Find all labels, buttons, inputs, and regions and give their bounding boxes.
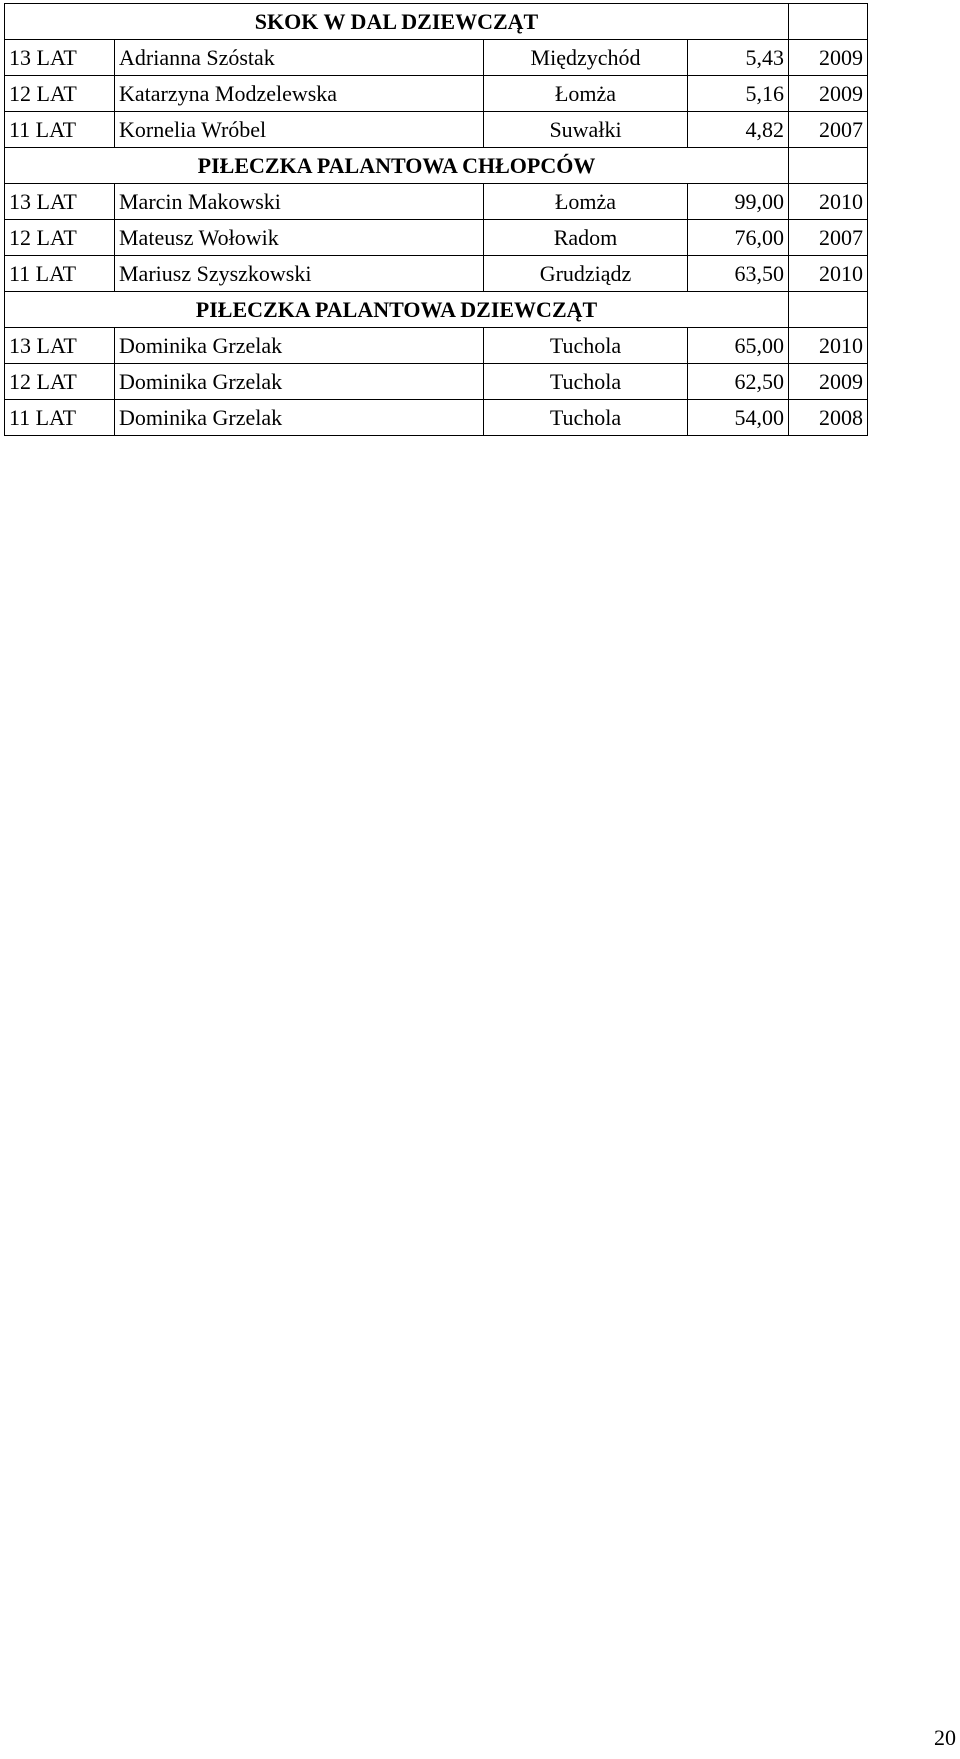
athlete-name: Dominika Grzelak: [115, 400, 484, 436]
city: Grudziądz: [484, 256, 688, 292]
age-category: 11 LAT: [5, 256, 115, 292]
table-row: [5, 112, 868, 148]
age-category: 13 LAT: [5, 184, 115, 220]
result: 99,00: [688, 184, 789, 220]
age-category: 12 LAT: [5, 364, 115, 400]
table-row: [5, 256, 868, 292]
year: 2009: [789, 40, 868, 76]
table-row: [5, 328, 868, 364]
section-header-row: [5, 292, 868, 328]
result: 5,16: [688, 76, 789, 112]
records-table: [4, 3, 868, 436]
page-number: 20: [934, 1725, 956, 1750]
result: 4,82: [688, 112, 789, 148]
age-category: 12 LAT: [5, 76, 115, 112]
year: 2007: [789, 112, 868, 148]
city: Tuchola: [484, 400, 688, 436]
age-category: 13 LAT: [5, 328, 115, 364]
year: 2010: [789, 256, 868, 292]
age-category: 11 LAT: [5, 112, 115, 148]
result: 63,50: [688, 256, 789, 292]
result: 54,00: [688, 400, 789, 436]
athlete-name: Mariusz Szyszkowski: [115, 256, 484, 292]
athlete-name: Kornelia Wróbel: [115, 112, 484, 148]
athlete-name: Dominika Grzelak: [115, 364, 484, 400]
table-row: [5, 76, 868, 112]
section-title: SKOK W DAL DZIEWCZĄT: [5, 4, 789, 40]
city: Suwałki: [484, 112, 688, 148]
result: 62,50: [688, 364, 789, 400]
city: Radom: [484, 220, 688, 256]
empty-cell: [789, 292, 868, 328]
city: Łomża: [484, 76, 688, 112]
city: Tuchola: [484, 364, 688, 400]
table-row: [5, 40, 868, 76]
result: 5,43: [688, 40, 789, 76]
athlete-name: Dominika Grzelak: [115, 328, 484, 364]
age-category: 12 LAT: [5, 220, 115, 256]
athlete-name: Mateusz Wołowik: [115, 220, 484, 256]
empty-cell: [789, 148, 868, 184]
year: 2007: [789, 220, 868, 256]
age-category: 13 LAT: [5, 40, 115, 76]
athlete-name: Adrianna Szóstak: [115, 40, 484, 76]
result: 76,00: [688, 220, 789, 256]
city: Łomża: [484, 184, 688, 220]
table-row: [5, 220, 868, 256]
age-category: 11 LAT: [5, 400, 115, 436]
section-title: PIŁECZKA PALANTOWA DZIEWCZĄT: [5, 292, 789, 328]
city: Tuchola: [484, 328, 688, 364]
result: 65,00: [688, 328, 789, 364]
empty-cell: [789, 4, 868, 40]
year: 2008: [789, 400, 868, 436]
year: 2009: [789, 364, 868, 400]
table-row: [5, 400, 868, 436]
section-header-row: [5, 4, 868, 40]
city: Międzychód: [484, 40, 688, 76]
year: 2009: [789, 76, 868, 112]
table-row: [5, 364, 868, 400]
section-header-row: [5, 148, 868, 184]
section-title: PIŁECZKA PALANTOWA CHŁOPCÓW: [5, 148, 789, 184]
year: 2010: [789, 184, 868, 220]
year: 2010: [789, 328, 868, 364]
athlete-name: Katarzyna Modzelewska: [115, 76, 484, 112]
athlete-name: Marcin Makowski: [115, 184, 484, 220]
table-row: [5, 184, 868, 220]
